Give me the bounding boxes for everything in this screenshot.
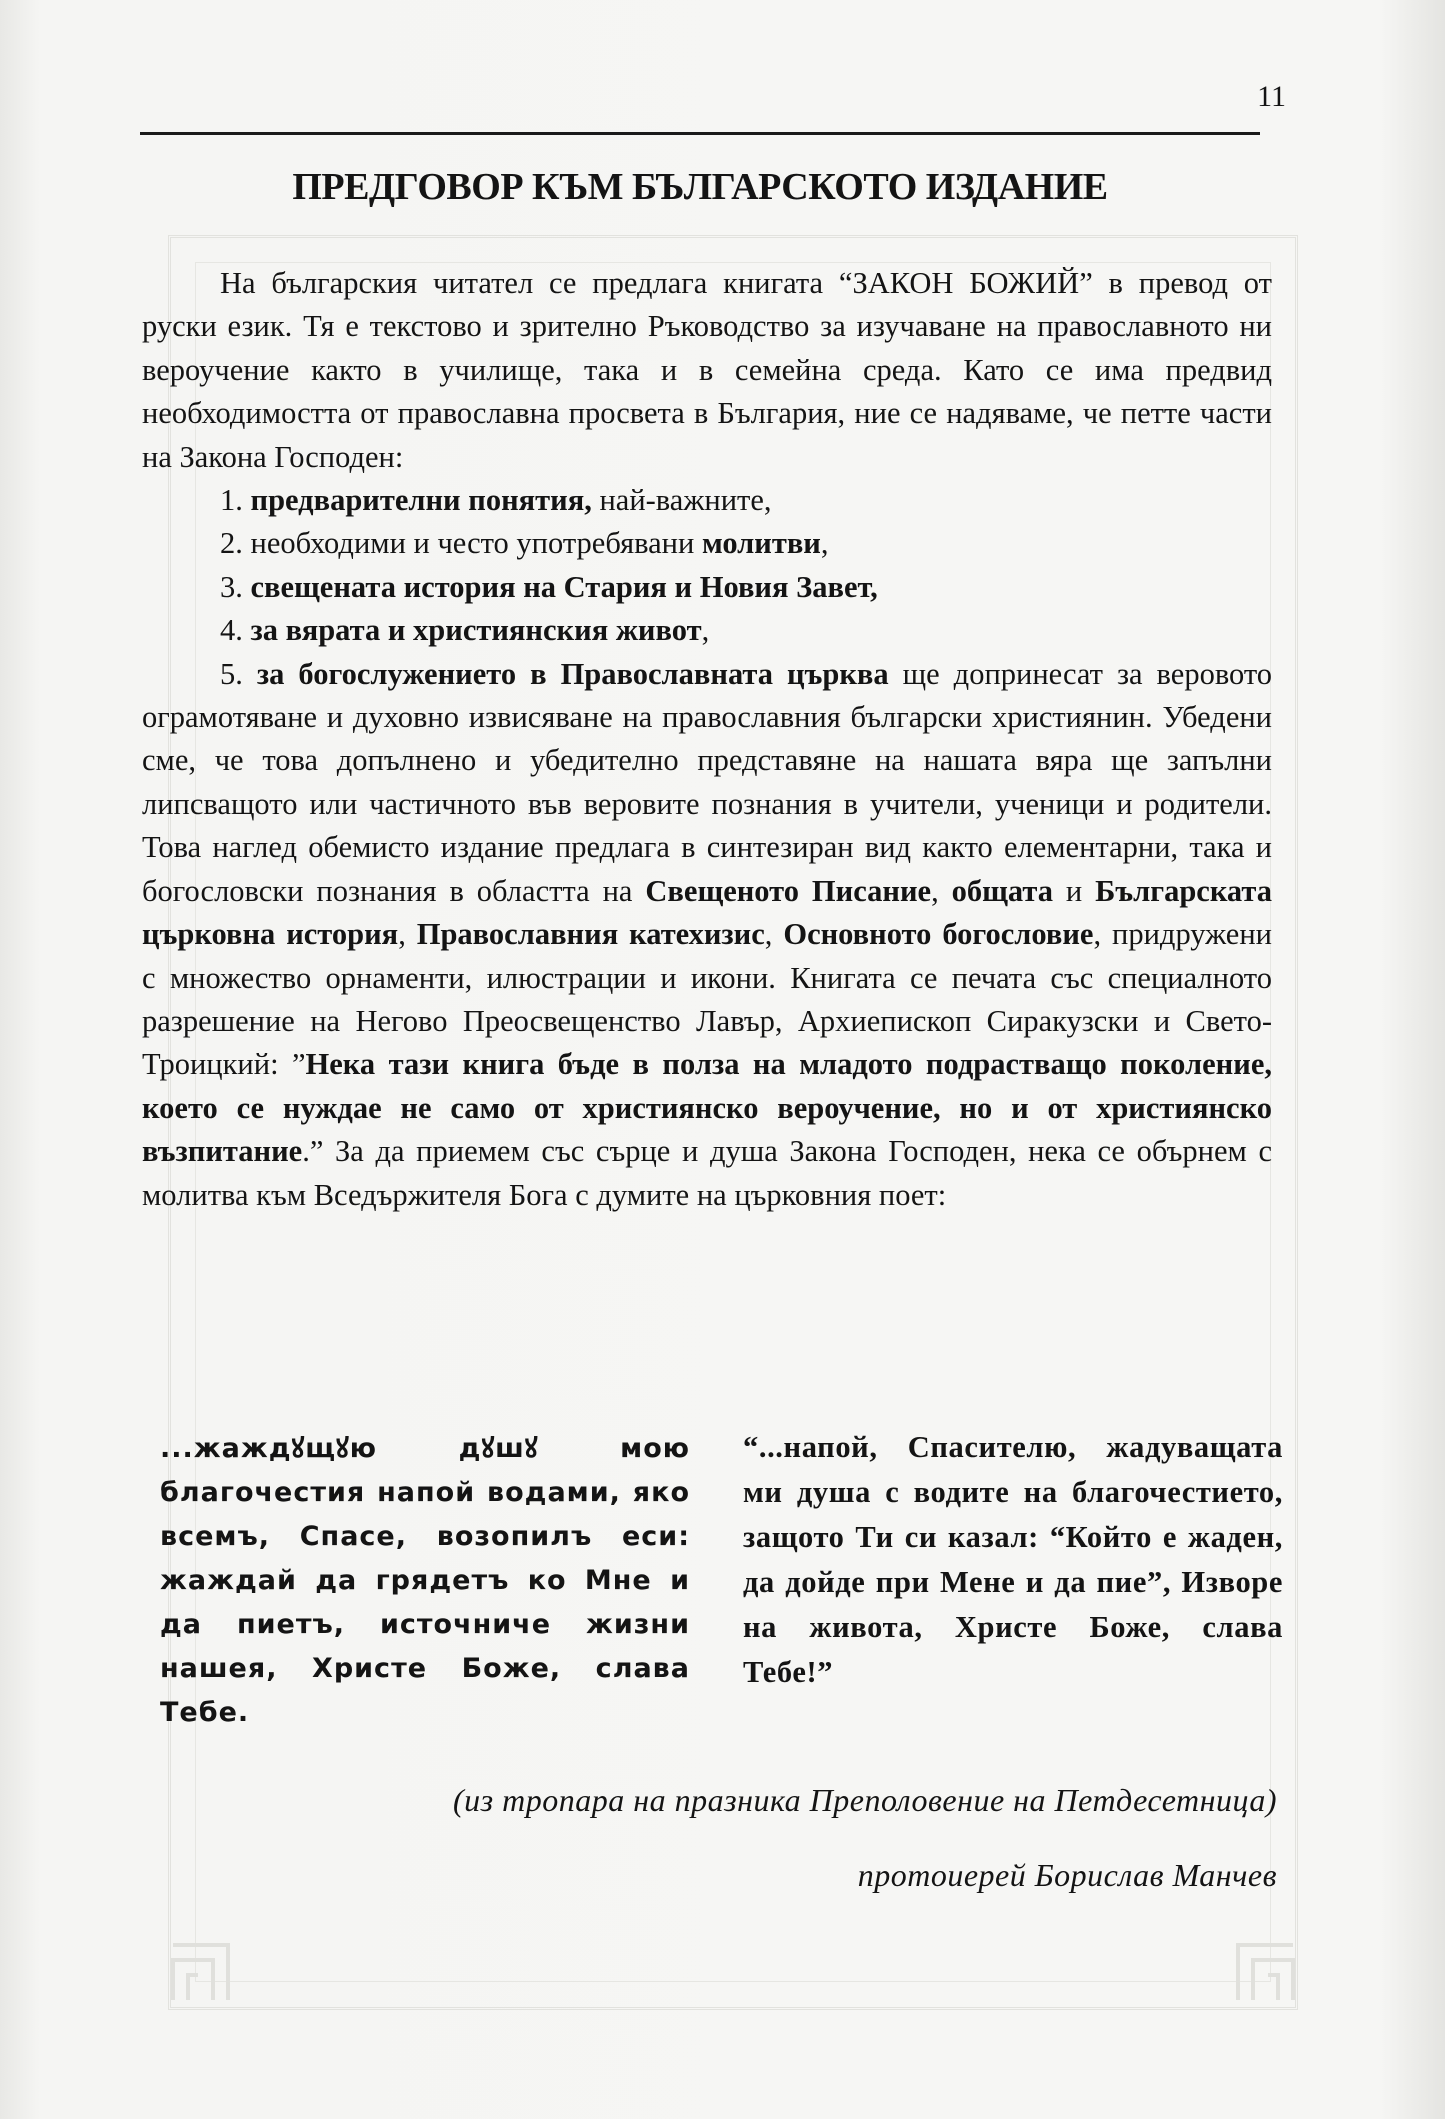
- page-number: 11: [1257, 80, 1286, 113]
- archbishop-quote: Нека тази книга бъде в полза на младото подрастващо поколение, което се нуждае не само от християнско вероучение, но и от християнско възпитание: [142, 1047, 1272, 1169]
- ornament-corner-icon: [168, 1915, 258, 2005]
- hymn-source: (из тропара на празника Преполовение на Петдесетница): [452, 1782, 1277, 1818]
- main-paragraph: 5. за богослужението в Православната църква ще допринесат за веровото ограмотяване и духовно извисяване на православния български християнин. Убедени сме, че това допълнено и убедително представяне на нашата вяра ще запълни липсващото или частичното във веровите познания в учители, ученици и родители. Това наглед обемисто издание предлага в синтезиран вид както елементарни, така и богословски познания в областта на Свещеното Писание, общата и Българската църковна история, Православния катехизис, Основното богословие, придружени с множество орнаменти, илюстрации и икони. Книгата се печата със специалното разрешение на Негово Преосвещенство Лавър, Архиепископ Сиракузски и Свето-Троицкий: ”Нека тази книга бъде в полза на младото подрастващо поколение, което се нуждае не само от християнско вероучение, но и от християнско възпитание.” За да приемем със сърце и душа Закона Господен, нека се обърнем с молитва към Вседържителя Бога с думите на църковния поет:: [142, 656, 1273, 1212]
- hymn-bulgarian: “...напой, Спасителю, жадуващата ми душа с водите на благочестието, защото Ти си казал: “Който е жаден, да дойде при Мене и да пие”, Изворе на живота, Христе Боже, слава Тебе!”: [743, 1430, 1283, 1689]
- page-title: ПРЕДГОВОР КЪМ БЪЛГАРСКОТО ИЗДАНИЕ: [292, 166, 1108, 208]
- list-item: 2. необходими и често употребявани молитви,: [220, 526, 829, 561]
- header-rule: [140, 132, 1260, 135]
- list-item: 4. за вярата и християнския живот,: [220, 613, 710, 648]
- intro-paragraph: На българския читател се предлага книгата “ЗАКОН БОЖИЙ” в превод от руски език. Тя е текстово и зрително Ръководство за изучаване на православното ни вероучение както в училище, така и в семейна среда. Като се има предвид необходимостта от православна просвета в България, ние се надяваме, че петте части на Закона Господен:: [142, 266, 1272, 474]
- preface-body: [142, 262, 1272, 1217]
- author-signature: протоиерей Борислав Манчев: [857, 1857, 1277, 1893]
- list-item: 3. свещената история на Стария и Новия Завет,: [220, 569, 878, 604]
- list-item: 1. предварителни понятия, най-важните,: [220, 483, 772, 518]
- hymn-columns: [160, 1425, 1283, 1755]
- ornament-corner-icon: [1208, 1915, 1298, 2005]
- hymn-slavonic: ...жаждꙋщꙋю дꙋшꙋ мою благочестия напой водами, яко всемъ, Спасе, возопилъ еси: жаждай да грядетъ ко Мне и да пиетъ, источниче жизни нашея, Христе Боже, слава Тебе.: [160, 1433, 690, 1728]
